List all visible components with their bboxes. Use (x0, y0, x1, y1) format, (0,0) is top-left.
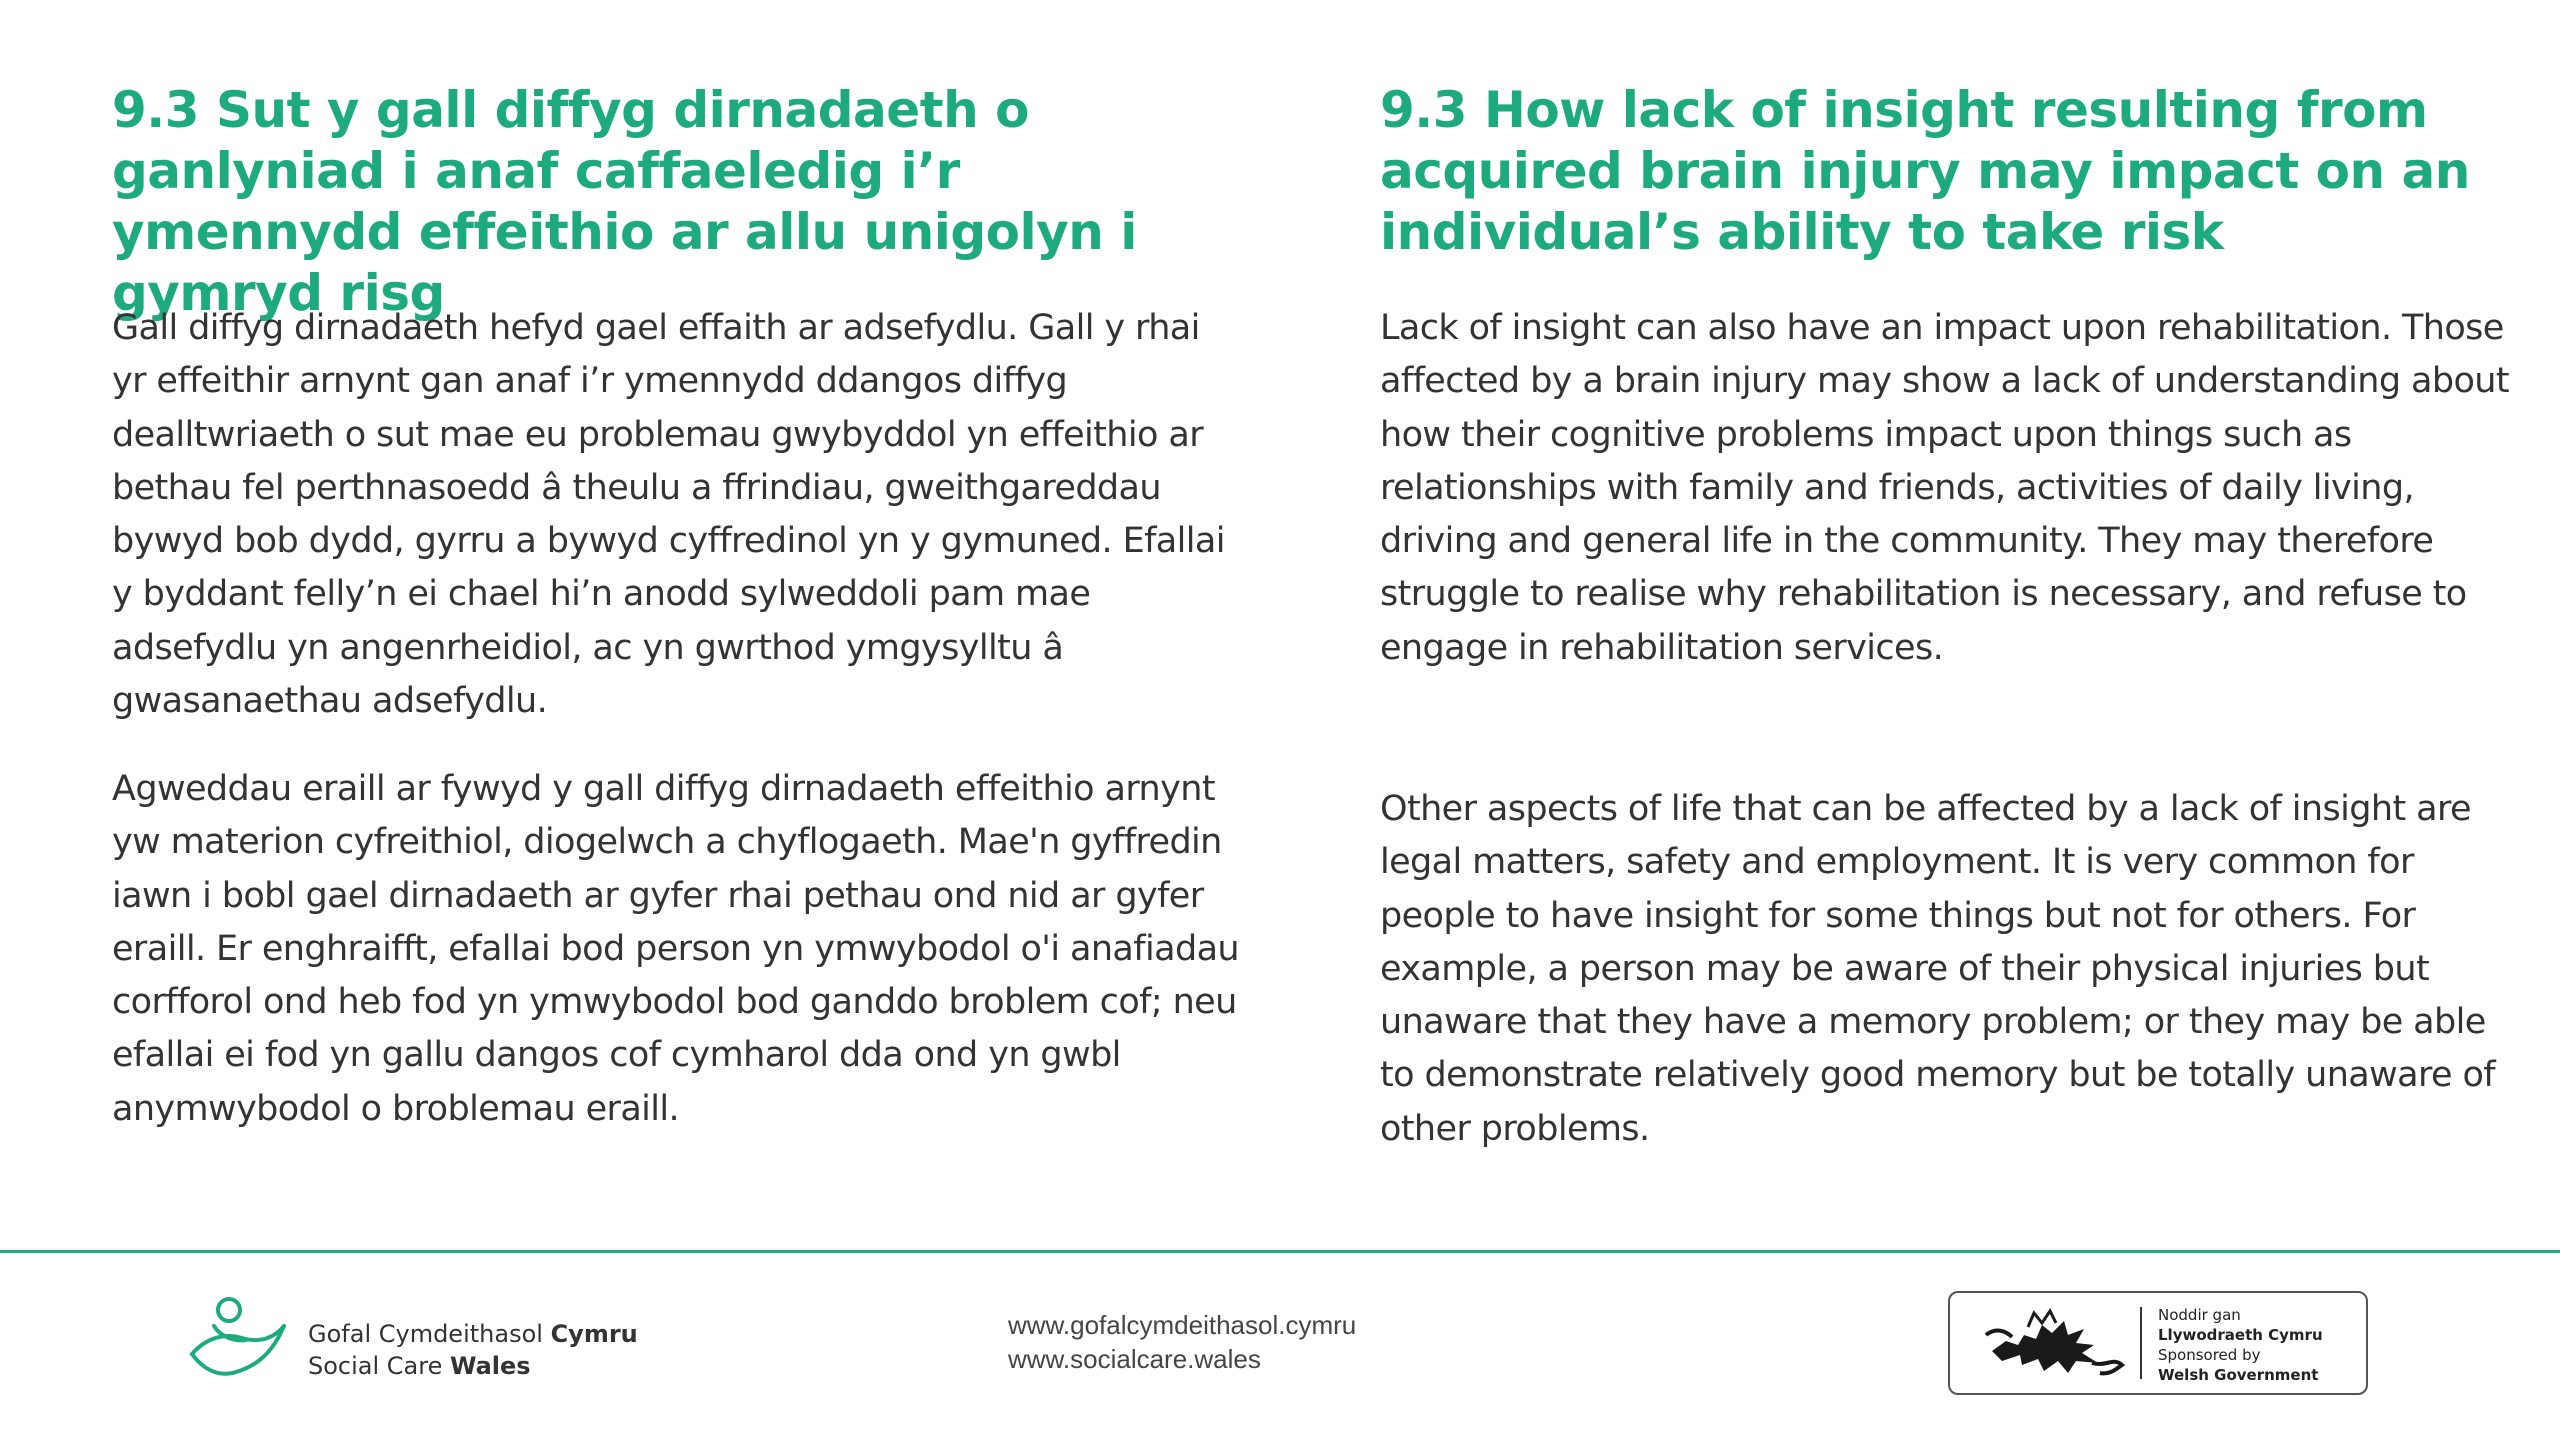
english-column (1380, 80, 2510, 1149)
welsh-dragon-icon (1972, 1305, 2132, 1383)
english-paragraph-1: Lack of insight can also have an impact upon rehabilitation. Those affected by a brain injury may show a lack of understanding about how their cognitive problems impact upon things such as relationships with family and friends, activities of daily living, driving and general life in the community. They may therefore struggle to realise why rehabilitation is necessary, and refuse to engage in rehabilitation services. (1380, 308, 2509, 668)
welsh-heading: 9.3 Sut y gall diffyg dirnadaeth o ganlyniad i anaf caffaeledig i’r ymennydd effeithio ar allu unigolyn i gymryd risg (112, 81, 1137, 322)
welsh-paragraph-1: Gall diffyg dirnadaeth hefyd gael effaith ar adsefydlu. Gall y rhai yr effeithir arnynt gan anaf i’r ymennydd ddangos diffyg dealltwriaeth o sut mae eu problemau gwybyddol yn effeithio ar bethau fel perthnasoedd â theulu a ffrindiau, gweithgareddau bywyd bob dydd, gyrru a bywyd cyffredinol yn y gymuned. Efallai y byddant felly’n ei chael hi’n anodd sylweddoli pam mae adsefydlu yn angenrheidiol, ac yn gwrthod ymgysylltu â gwasanaethau adsefydlu. (112, 308, 1225, 722)
welsh-column (112, 80, 1242, 1129)
sponsor-en-label: Sponsored by (2158, 1346, 2261, 1364)
welsh-website-link[interactable]: www.gofalcymdeithasol.cymru (1008, 1310, 1357, 1340)
english-paragraph-2: Other aspects of life that can be affected by a lack of insight are legal matters, safety and employment. It is very common for people to have insight for some things but not for others. For example, a person may be aware of their physical injuries but unaware that they have a memory problem; or they may be able to demonstrate relatively good memory but be totally unaware of other problems. (1380, 789, 2496, 1149)
logo-line1-regular: Gofal Cymdeithasol (308, 1320, 551, 1348)
welsh-government-badge (1948, 1291, 2368, 1395)
sponsor-en-name: Welsh Government (2158, 1366, 2319, 1384)
english-heading: 9.3 How lack of insight resulting from acquired brain injury may impact on an individual’s ability to take risk (1380, 81, 2470, 261)
logo-line1-bold: Cymru (550, 1320, 638, 1348)
logo-line2-bold: Wales (449, 1352, 531, 1380)
footer-divider (0, 1250, 2560, 1253)
sponsor-cy-label: Noddir gan (2158, 1306, 2241, 1324)
welsh-paragraph-2: Agweddau eraill ar fywyd y gall diffyg dirnadaeth effeithio arnynt yw materion cyfreithiol, diogelwch a chyflogaeth. Mae'n gyffredin iawn i bobl gael dirnadaeth ar gyfer rhai pethau ond nid ar gyfer eraill. Er enghraifft, efallai bod person yn ymwybodol o'i anafiadau corfforol ond heb fod yn ymwybodol bod ganddo broblem cof; neu efallai ei fod yn gallu dangos cof cymharol dda ond yn gwbl anymwybodol o broblemau eraill. (112, 769, 1240, 1129)
government-sponsor-text (2158, 1305, 2323, 1385)
social-care-wales-logo (184, 1296, 704, 1386)
logo-wordmark (308, 1318, 638, 1382)
footer-links (1008, 1308, 1356, 1376)
sponsor-cy-name: Llywodraeth Cymru (2158, 1326, 2323, 1344)
badge-divider (2140, 1307, 2142, 1379)
logo-line2-regular: Social Care (308, 1352, 450, 1380)
social-care-wales-icon (184, 1296, 294, 1386)
english-website-link[interactable]: www.socialcare.wales (1008, 1344, 1261, 1374)
